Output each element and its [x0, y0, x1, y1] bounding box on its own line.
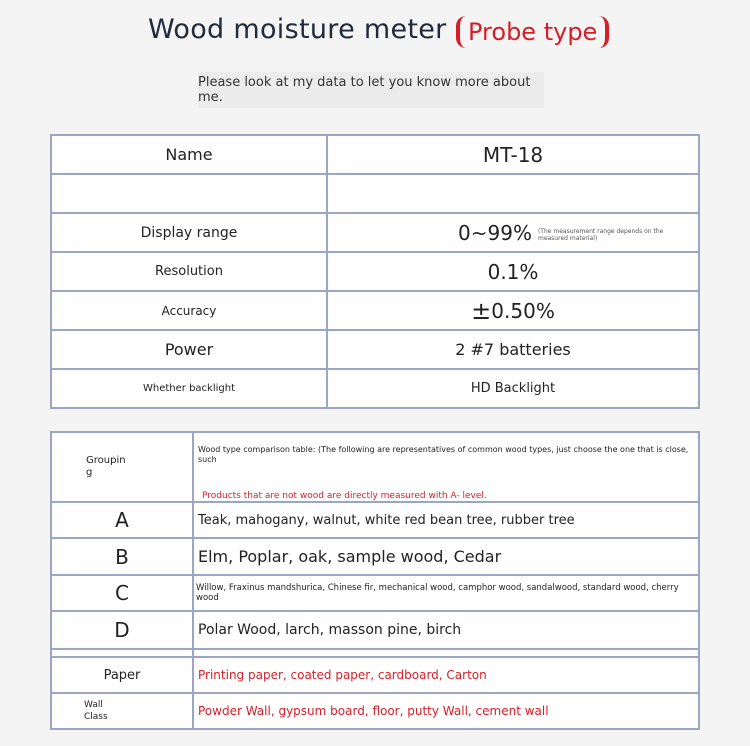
spec-row-power	[51, 330, 699, 369]
spec-label: Accuracy	[51, 291, 327, 330]
spec-value: 0.1%	[327, 252, 699, 291]
group-value: Teak, mahogany, walnut, white red bean tree, rubber tree	[193, 502, 699, 538]
wood-row-b	[51, 538, 699, 575]
group-value: Printing paper, coated paper, cardboard, Carton	[193, 657, 699, 693]
wood-row-spacer	[51, 649, 699, 657]
spec-row-name	[51, 135, 699, 174]
wood-row-paper	[51, 657, 699, 693]
group-key: Paper	[51, 657, 193, 693]
spec-value-cell	[327, 213, 699, 252]
grouping-label-line1: Groupin	[86, 455, 126, 466]
spec-label: Power	[51, 330, 327, 369]
grouping-label-line2: g	[86, 467, 93, 478]
accuracy-value: 0.50%	[491, 298, 555, 323]
spec-label: Resolution	[51, 252, 327, 291]
wall-label-line1: Wall	[84, 700, 103, 710]
spec-row-resolution	[51, 252, 699, 291]
spacer-cell	[193, 649, 699, 657]
spec-value: 2 #7 batteries	[327, 330, 699, 369]
spec-value: MT-18	[327, 135, 699, 174]
spec-row-range	[51, 213, 699, 252]
wood-intro-cell	[193, 432, 699, 502]
subtitle-banner: Please look at my data to let you know more about me.	[198, 72, 544, 108]
spec-row-blank	[51, 174, 699, 213]
page-title: Wood moisture meter	[148, 14, 447, 45]
wood-row-c	[51, 575, 699, 611]
wood-intro: Wood type comparison table: (The following are representatives of common wood types, just choose the one that is close, such	[198, 445, 689, 464]
spec-value: HD Backlight	[327, 369, 699, 408]
group-key: D	[51, 611, 193, 649]
spec-value	[327, 174, 699, 213]
wood-row-wall	[51, 693, 699, 729]
group-value: Willow, Fraxinus mandshurica, Chinese fir, mechanical wood, camphor wood, sandalwood, standard wood, cherry wood	[193, 575, 699, 611]
group-key: A	[51, 502, 193, 538]
wood-row-a	[51, 502, 699, 538]
group-value: Powder Wall, gypsum board, floor, putty Wall, cement wall	[193, 693, 699, 729]
spec-label: Whether backlight	[51, 369, 327, 408]
spec-label: Name	[51, 135, 327, 174]
group-key: C	[51, 575, 193, 611]
spec-value-cell	[327, 291, 699, 330]
spacer-cell	[51, 649, 193, 657]
spec-row-backlight	[51, 369, 699, 408]
range-value: 0~99%	[458, 220, 532, 245]
plus-minus-icon: ±	[471, 296, 492, 325]
group-value: Elm, Poplar, oak, sample wood, Cedar	[193, 538, 699, 575]
group-key: B	[51, 538, 193, 575]
wood-type-table	[50, 431, 700, 730]
spec-label: Display range	[51, 213, 327, 252]
wall-label-line2: Class	[84, 712, 108, 722]
grouping-label	[51, 432, 193, 502]
wood-header-row	[51, 432, 699, 502]
spec-table	[50, 134, 700, 409]
probe-type-badge: Probe type	[456, 16, 609, 48]
spec-row-accuracy	[51, 291, 699, 330]
spec-label	[51, 174, 327, 213]
wall-label	[51, 693, 193, 729]
group-value: Polar Wood, larch, masson pine, birch	[193, 611, 699, 649]
range-note: (The measurement range depends on the measured material)	[537, 228, 664, 242]
wood-row-d	[51, 611, 699, 649]
non-wood-note: Products that are not wood are directly measured with A- level.	[202, 491, 487, 501]
